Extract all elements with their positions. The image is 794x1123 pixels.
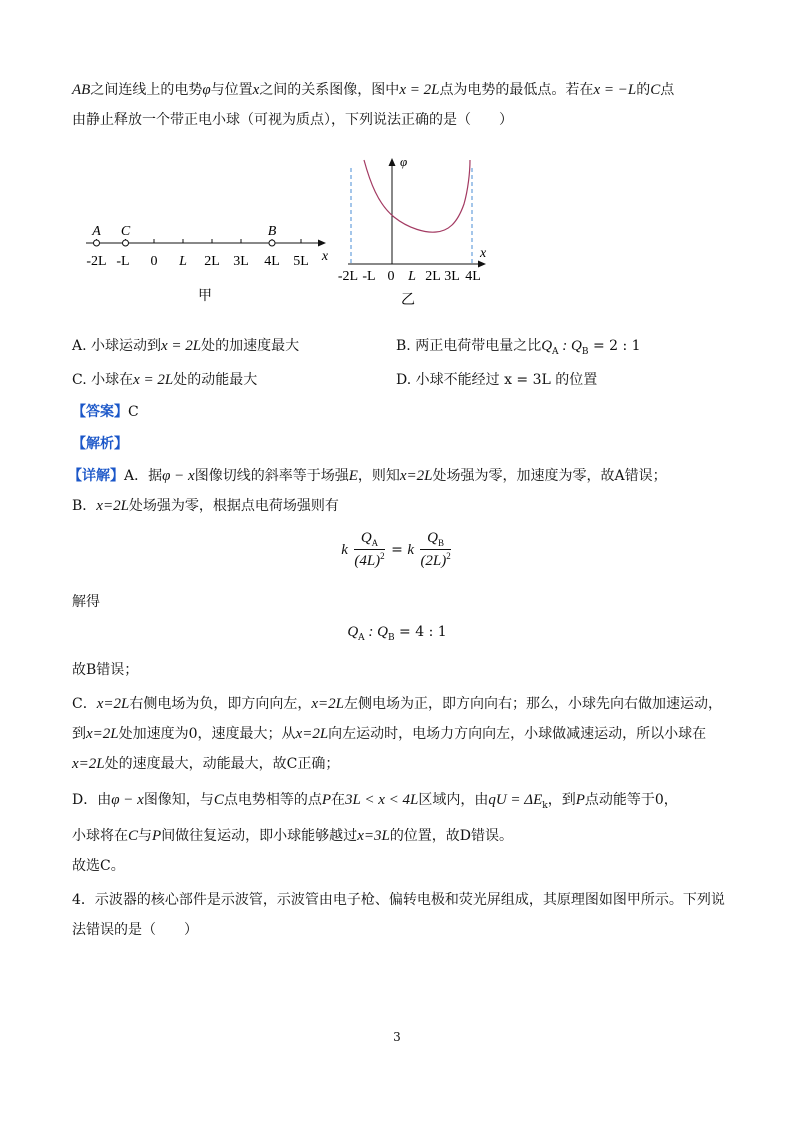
equation-coulomb: k $\frac{Q_A}{(4L)^2}$ = k $\frac{Q_B}{(2L)^2}$ bbox=[341, 530, 451, 569]
yi-axis-y-label: φ bbox=[400, 154, 408, 169]
jia-tick-label: L bbox=[179, 254, 187, 269]
point-a-label: A bbox=[92, 224, 101, 239]
detail-c-line-2: 到x=2L处加速度为0，速度最大；从x=2L向左运动时，电场力方向向左，小球做减速运动，所以小球在 bbox=[72, 726, 707, 742]
jia-tick-label: 4L bbox=[264, 254, 280, 269]
point-b-label: B bbox=[267, 224, 277, 239]
solve-label: 解得 bbox=[72, 594, 100, 610]
page-number: 3 bbox=[393, 1030, 401, 1044]
option-d: D. 小球不能经过 x = 3L 的位置 bbox=[396, 372, 598, 388]
analysis-line bbox=[72, 434, 128, 454]
yi-y-axis-arrow bbox=[389, 158, 396, 166]
jia-tick-label: 3L bbox=[233, 254, 249, 269]
detail-d-line-1: D．由φ − x图像知，与C点电势相等的点P在3L < x < 4L区域内，由qU = $\Delta E_k$，到P点动能等于0， bbox=[72, 792, 678, 811]
answer-value: C bbox=[128, 404, 139, 420]
yi-tick-label: L bbox=[408, 269, 416, 284]
detail-label: 【详解】 bbox=[68, 468, 124, 484]
detail-c-line-3: x=2L处的速度最大，动能最大，故C正确； bbox=[72, 756, 340, 772]
analysis-label: 【解析】 bbox=[72, 436, 128, 452]
option-b: B. 两正电荷带电量之比$Q_A$ : $Q_B = 2$ : 1 bbox=[396, 338, 641, 357]
detail-final: 故选C。 bbox=[72, 858, 125, 874]
yi-caption: 乙 bbox=[401, 293, 415, 308]
jia-tick-label: 2L bbox=[204, 254, 220, 269]
yi-x-axis-arrow bbox=[478, 261, 486, 268]
option-a: A. 小球运动到x = 2L处的加速度最大 bbox=[72, 338, 300, 354]
jia-tick-label: -L bbox=[116, 254, 130, 269]
yi-tick-label: 0 bbox=[387, 269, 395, 284]
detail-c-line-1: C．x=2L右侧电场为负，即方向向左，x=2L左侧电场为正，即方向向右；那么，小球先向右做加速运动， bbox=[72, 696, 722, 712]
intro-line-1: AB之间连线上的电势φ与位置x之间的关系图像，图中x = 2L点为电势的最低点。若在x = −L的C点 bbox=[72, 82, 675, 98]
point-b-marker bbox=[269, 240, 275, 246]
answer-label: 【答案】 bbox=[72, 404, 128, 420]
yi-tick-label: 2L bbox=[425, 269, 441, 284]
yi-potential-curve bbox=[364, 160, 470, 232]
point-a-marker bbox=[94, 240, 100, 246]
detail-b-conclusion: 故B错误； bbox=[72, 662, 139, 678]
figure-jia bbox=[82, 220, 334, 310]
point-c-label: C bbox=[120, 224, 131, 239]
detail-d-line-2: 小球将在C与P间做往复运动，即小球能够越过x=3L的位置，故D错误。 bbox=[72, 828, 514, 844]
answer-line bbox=[72, 402, 139, 422]
intro-line-2: 由静止释放一个带正电小球（可视为质点），下列说法正确的是（ ） bbox=[72, 112, 513, 128]
equation-ratio: $Q_A$ : $Q_B = 4$ : 1 bbox=[347, 624, 447, 643]
q4-line-2: 法错误的是（ ） bbox=[72, 922, 198, 938]
detail-b-line: B．x=2L处场强为零，根据点电荷场强则有 bbox=[72, 498, 339, 514]
jia-axis-label: x bbox=[321, 249, 329, 264]
point-c-marker bbox=[123, 240, 129, 246]
jia-axis-arrow bbox=[318, 240, 326, 247]
jia-tick-label: -2L bbox=[86, 254, 107, 269]
q4-line-1: 4．示波器的核心部件是示波管，示波管由电子枪、偏转电极和荧光屏组成，其原理图如图甲所示。下列说 bbox=[72, 892, 725, 908]
jia-tick-label: 0 bbox=[150, 254, 158, 269]
option-c: C. 小球在x = 2L处的动能最大 bbox=[72, 372, 258, 388]
yi-tick-label: -L bbox=[362, 269, 376, 284]
jia-caption: 甲 bbox=[198, 289, 212, 304]
yi-tick-label: -2L bbox=[337, 269, 359, 284]
yi-axis-x-label: x bbox=[480, 246, 487, 261]
jia-tick-label: 5L bbox=[293, 254, 309, 269]
detail-a-line: 【详解】A．据φ − x图像切线的斜率等于场强E，则知x=2L处场强为零，加速度为零，故A错误； bbox=[68, 468, 667, 484]
figure-yi bbox=[334, 152, 494, 310]
yi-tick-label: 3L bbox=[444, 269, 460, 284]
yi-tick-label: 4L bbox=[465, 269, 481, 284]
